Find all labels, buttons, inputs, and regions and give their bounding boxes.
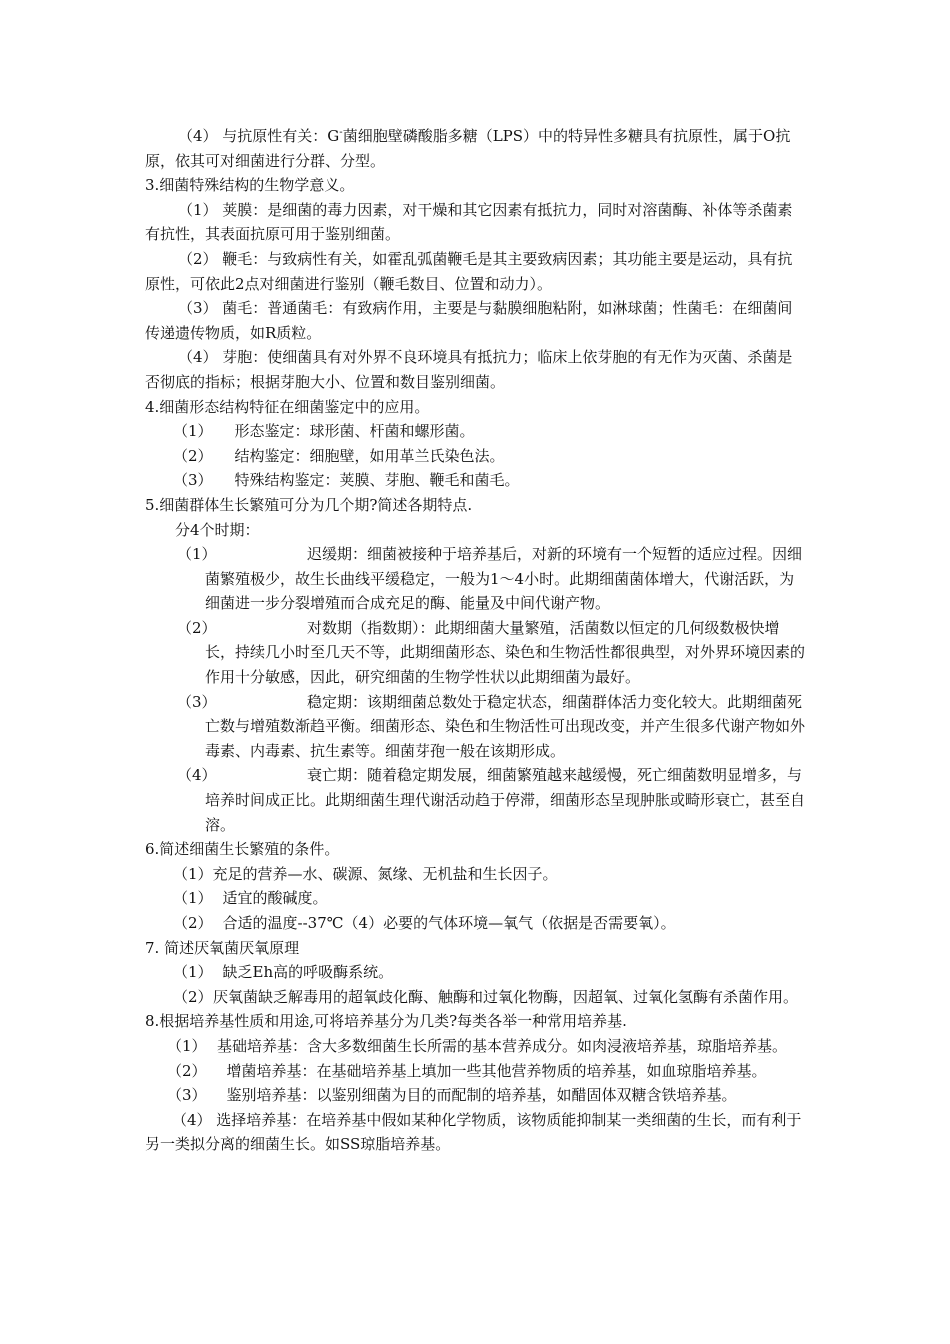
paragraph: （1）充足的营养—水、碳源、氮缘、无机盐和生长因子。 <box>173 864 558 883</box>
list-item <box>145 419 805 444</box>
list-item <box>145 690 805 764</box>
document-body <box>145 124 805 1157</box>
section-heading: 8.根据培养基性质和用途,可将培养基分为几类?每类各举一种常用培养基. <box>145 1012 627 1031</box>
list-item-text: 结构鉴定：细胞壁，如用革兰氏染色法。 <box>234 446 505 465</box>
list-item-number: （1） <box>173 422 213 441</box>
list-item-text: 衰亡期：随着稳定期发展，细菌繁殖越来越缓慢，死亡细菌数明显增多，与培养时间成正比。此期细菌生理代谢活动趋于停滞，细菌形态呈现肿胀或畸形衰亡，甚至自溶。 <box>205 766 806 834</box>
list-item-number: （2） <box>167 1061 207 1080</box>
list-item <box>145 444 805 469</box>
list-item-text: 增菌培养基：在基础培养基上填加一些其他营养物质的培养基，如血琼脂培养基。 <box>226 1061 767 1080</box>
list-item-text: 稳定期：该期细菌总数处于稳定状态，细菌群体活力变化较大。此期细菌死亡数与增殖数渐趋平衡。细菌形态、染色和生物活性可出现改变，并产生很多代谢产物如外毒素、内毒素、抗生素等。细菌芽孢一般在该期形成。 <box>205 692 806 760</box>
list-item-number: （3） <box>177 692 217 711</box>
list-item-text: 形态鉴定：球形菌、杆菌和螺形菌。 <box>234 422 475 441</box>
list-item-number: （1） <box>173 963 213 982</box>
paragraph <box>145 124 805 173</box>
list-item-number: （2） <box>177 618 217 637</box>
list-item <box>145 1059 805 1084</box>
section-heading: 4.细菌形态结构特征在细菌鉴定中的应用。 <box>145 397 430 416</box>
list-item-number: （1） <box>177 545 217 564</box>
list-item-number: （4） <box>177 766 217 785</box>
paragraph-text-part: （4） 与抗原性有关：G <box>178 127 340 145</box>
list-item-text: 基础培养基：含大多数细菌生长所需的基本营养成分。如肉浸液培养基，琼脂培养基。 <box>217 1036 788 1055</box>
list-item <box>145 542 805 616</box>
list-item-number: （2） <box>173 987 213 1006</box>
list-item-text: 厌氧菌缺乏解毒用的超氧歧化酶、触酶和过氧化物酶，因超氧、过氧化氢酶有杀菌作用。 <box>213 987 799 1006</box>
list-item <box>145 1034 805 1059</box>
section-heading: 5.细菌群体生长繁殖可分为几个期?简述各期特点. <box>145 495 473 514</box>
list-item-text: 合适的温度--37℃（4）必要的气体环境—氧气（依据是否需要氧）。 <box>222 914 676 932</box>
paragraph: （4） 选择培养基：在培养基中假如某种化学物质，该物质能抑制某一类细菌的生长，而有利于另一类拟分离的细菌生长。如SS琼脂培养基。 <box>145 1110 802 1154</box>
paragraph: 分4个时期： <box>175 520 260 539</box>
list-item-text: 缺乏Eh高的呼吸酶系统。 <box>222 963 394 982</box>
superscript: - <box>339 127 343 138</box>
list-item-number: （1） <box>167 1036 207 1055</box>
list-item <box>145 616 805 690</box>
paragraph: （1） 荚膜：是细菌的毒力因素，对干燥和其它因素有抵抗力，同时对溶菌酶、补体等杀菌素有抗性，其表面抗原可用于鉴别细菌。 <box>145 200 793 244</box>
list-item <box>145 985 805 1010</box>
paragraph: （2） 鞭毛：与致病性有关，如霍乱弧菌鞭毛是其主要致病因素；其功能主要是运动，具有抗原性，可依此2点对细菌进行鉴别（鞭毛数目、位置和动力）。 <box>145 249 793 293</box>
list-item-number: （1） <box>173 889 213 908</box>
list-item <box>145 911 805 936</box>
list-item <box>145 468 805 493</box>
list-item-number: （2） <box>173 914 213 932</box>
section-heading: 6.简述细菌生长繁殖的条件。 <box>145 840 340 859</box>
list-item-text: 适宜的酸碱度。 <box>222 889 328 908</box>
list-item <box>145 960 805 985</box>
list-item-text: 特殊结构鉴定：荚膜、芽胞、鞭毛和菌毛。 <box>234 471 520 490</box>
paragraph-text-part: 菌细胞壁磷酸脂多糖（LPS）中的特异性多糖具有抗原性，属于O抗原，依其可对细菌进行分群、分型。 <box>145 127 791 170</box>
list-item-text: 鉴别培养基：以鉴别细菌为目的而配制的培养基，如醋固体双糖含铁培养基。 <box>226 1086 737 1105</box>
list-item <box>145 886 805 911</box>
list-item-text: 对数期（指数期）：此期细菌大量繁殖，活菌数以恒定的几何级数极快增长，持续几小时至几天不等，此期细菌形态、染色和生物活性都很典型，对外界环境因素的作用十分敏感，因此，研究细菌的生物学性状以此期细菌为最好。 <box>205 618 806 687</box>
section-heading: 7. 简述厌氧菌厌氧原理 <box>145 938 300 957</box>
list-item-number: （3） <box>173 471 213 490</box>
list-item <box>145 763 805 837</box>
list-item-text: 迟缓期：细菌被接种于培养基后，对新的环境有一个短暂的适应过程。因细菌繁殖极少，故生长曲线平缓稳定，一般为1～4小时。此期细菌菌体增大，代谢活跃，为细菌进一步分裂增殖而合成充足的酶、能量及中间代谢产物。 <box>205 545 803 613</box>
paragraph: （4） 芽胞：使细菌具有对外界不良环境具有抵抗力；临床上依芽胞的有无作为灭菌、杀菌是否彻底的指标；根据芽胞大小、位置和数目鉴别细菌。 <box>145 348 793 391</box>
list-item <box>145 1083 805 1108</box>
list-item-number: （3） <box>167 1086 207 1105</box>
section-heading: 3.细菌特殊结构的生物学意义。 <box>145 176 355 195</box>
list-item-number: （2） <box>173 446 213 465</box>
paragraph: （3） 菌毛：普通菌毛：有致病作用，主要是与黏膜细胞粘附，如淋球菌；性菌毛：在细菌间传递遗传物质，如R质粒。 <box>145 299 793 342</box>
